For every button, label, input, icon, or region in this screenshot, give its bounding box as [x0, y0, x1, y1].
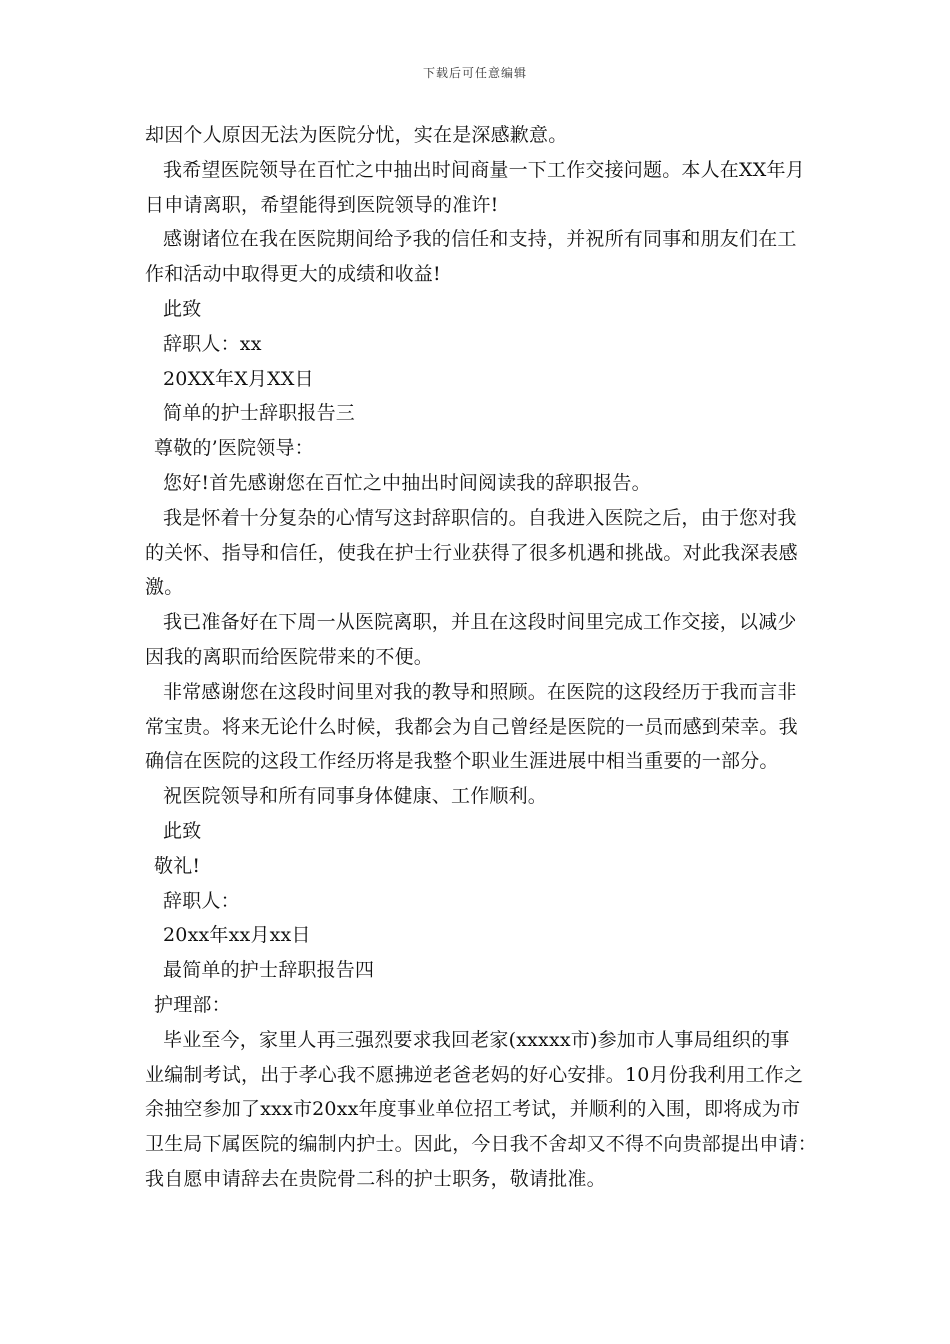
text-line: 卫生局下属医院的编制内护士。因此，今日我不舍却又不得不向贵部提出申请：	[145, 1133, 818, 1156]
text-line: 简单的护士辞职报告三	[163, 402, 356, 425]
text-line: 却因个人原因无法为医院分忧，实在是深感歉意。	[145, 124, 568, 146]
text-line: 辞职人：	[163, 889, 240, 912]
document-body	[145, 118, 825, 1197]
text-line: 的关怀、指导和信任，使我在护士行业获得了很多机遇和挑战。对此我深表感	[145, 541, 798, 564]
text-line: 确信在医院的这段工作经历将是我整个职业生涯进展中相当重要的一部分。	[145, 750, 779, 773]
text-line: 20xx年xx月xx日	[163, 924, 311, 947]
text-line: 护理部：	[154, 993, 231, 1016]
text-line: 敬礼!	[154, 854, 201, 877]
text-line: 此致	[163, 297, 202, 320]
text-line: 最简单的护士辞职报告四	[163, 959, 375, 982]
text-line: 因我的离职而给医院带来的不便。	[145, 645, 434, 668]
text-line: 辞职人：xx	[163, 332, 262, 355]
text-line: 常宝贵。将来无论什么时候，我都会为自己曾经是医院的一员而感到荣幸。我	[145, 715, 798, 738]
text-line: 我自愿申请辞去在贵院骨二科的护士职务，敬请批准。	[145, 1167, 606, 1190]
text-line: 毕业至今，家里人再三强烈要求我回老家(xxxxx市)参加市人事局组织的事	[163, 1028, 790, 1051]
text-line: 我已准备好在下周一从医院离职，并且在这段时间里完成工作交接，以减少	[163, 611, 797, 634]
text-line: 激。	[145, 576, 184, 599]
text-line: 业编制考试，出于孝心我不愿拂逆老爸老妈的好心安排。10月份我利用工作之	[145, 1063, 804, 1086]
text-line: 您好!首先感谢您在百忙之中抽出时间阅读我的辞职报告。	[163, 471, 651, 494]
text-line: 作和活动中取得更大的成绩和收益!	[145, 263, 441, 286]
text-line: 余抽空参加了xxx市20xx年度事业单位招工考试，并顺利的入围，即将成为市	[145, 1098, 801, 1121]
text-line: 祝医院领导和所有同事身体健康、工作顺利。	[163, 785, 548, 808]
text-line: 非常感谢您在这段时间里对我的教导和照顾。在医院的这段经历于我而言非	[163, 680, 797, 703]
text-line: 20XX年X月XX日	[163, 367, 314, 390]
text-line: 尊敬的’医院领导：	[154, 437, 314, 460]
text-line: 我是怀着十分复杂的心情写这封辞职信的。自我进入医院之后，由于您对我	[163, 506, 797, 529]
text-line: 感谢诸位在我在医院期间给予我的信任和支持，并祝所有同事和朋友们在工	[163, 228, 797, 251]
page-header: 下载后可任意编辑	[422, 66, 527, 80]
text-line: 日申请离职，希望能得到医院领导的准许!	[145, 193, 499, 216]
text-line: 此致	[163, 819, 202, 842]
text-line: 我希望医院领导在百忙之中抽出时间商量一下工作交接问题。本人在XX年月	[163, 158, 805, 181]
